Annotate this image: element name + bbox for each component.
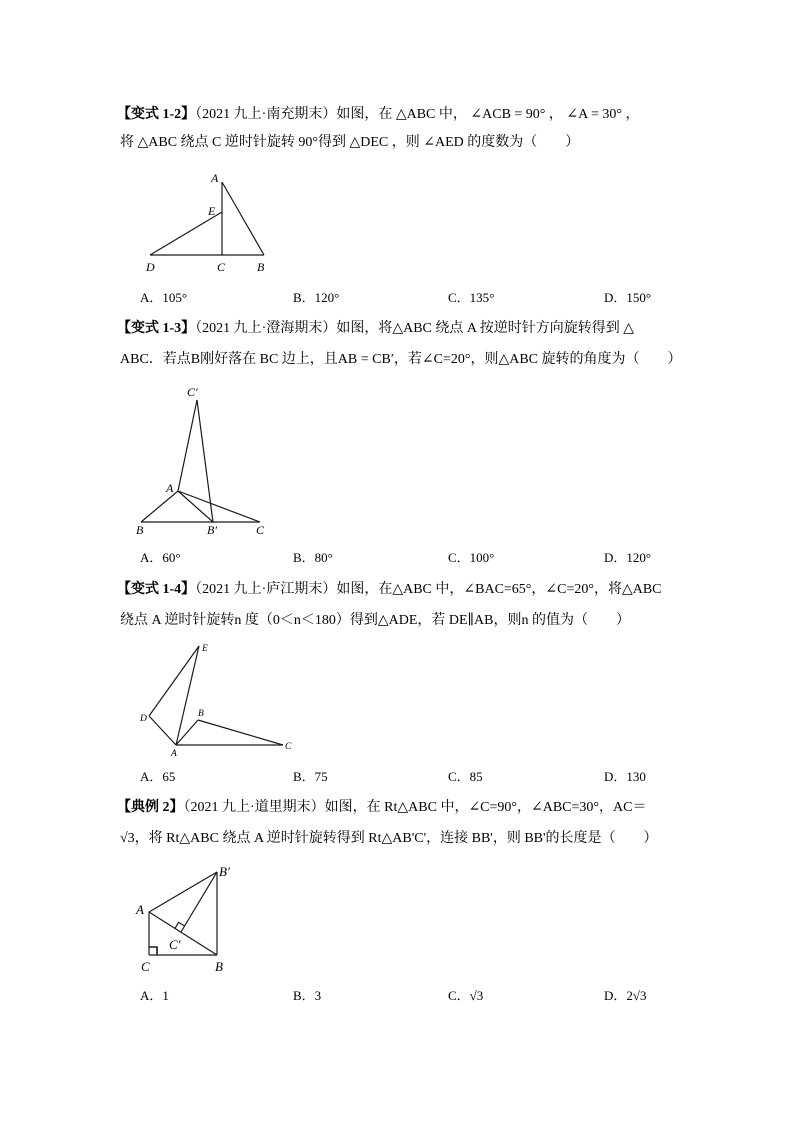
option-a: A．60° <box>140 550 181 565</box>
option-b: B．75 <box>293 769 328 784</box>
label-b: B <box>136 523 144 537</box>
problem-4-line-1 <box>117 798 646 818</box>
problem-2-text-1: （2021 九上·澄海期末）如图，将△ABC 绕点 A 按逆时针方向旋转得到 △ <box>195 321 634 336</box>
label-e: E <box>208 204 216 218</box>
problem-1-line-2: 将 △ABC 绕点 C 逆时针旋转 90°得到 △DEC ，则 ∠AED 的度数为（ ） <box>120 135 580 150</box>
problem-4-figure <box>132 860 242 975</box>
problem-4-line-2: √3，将 Rt△ABC 绕点 A 逆时针旋转得到 Rt△AB'C'，连接 BB'，则 BB'的长度是（ ） <box>120 831 658 846</box>
label-c-prime: C′ <box>169 937 181 952</box>
option-c: C．100° <box>448 550 495 565</box>
label-b: B <box>198 709 204 719</box>
option-a: A．65 <box>140 769 176 784</box>
problem-4-text-1: （2021 九上·道里期末）如图，在 Rt△ABC 中，∠C=90°，∠ABC=30°，AC＝ <box>183 800 647 815</box>
label-a: A <box>171 749 177 759</box>
label-a: A <box>136 902 144 917</box>
problem-4-options <box>0 986 794 1006</box>
option-c: C．85 <box>448 769 483 784</box>
segment-ab <box>149 912 217 955</box>
segment-de <box>150 212 222 255</box>
problem-2-tag: 【变式 1-3】 <box>117 321 196 336</box>
segment-ab <box>222 182 264 255</box>
problem-2-line-2: ABC．若点B刚好落在 BC 边上，且AB = CB′，若∠C=20°，则△ABC 旋转的角度为（ ） <box>120 352 682 367</box>
segment-bc <box>198 720 283 745</box>
problem-4-tag: 【典例 2】 <box>117 800 184 815</box>
problem-2-options <box>0 548 794 568</box>
label-b-prime: B′ <box>219 864 230 879</box>
label-a: A <box>166 481 174 495</box>
segment-ae <box>176 646 199 745</box>
label-c: C <box>217 260 226 274</box>
problem-3-text-1: （2021 九上·庐江期末）如图，在△ABC 中，∠BAC=65°，∠C=20°，将△ABC <box>195 582 662 597</box>
problem-1-tag: 【变式 1-2】 <box>117 107 196 122</box>
segment-c-prime-b-prime <box>181 872 217 932</box>
label-c-prime: C′ <box>187 385 198 399</box>
option-c: C．√3 <box>448 988 484 1003</box>
segment-de <box>149 646 199 716</box>
option-d: D．130 <box>604 769 646 784</box>
option-d: D．120° <box>604 550 652 565</box>
problem-3-line-1 <box>117 580 662 600</box>
option-c: C．135° <box>448 290 495 305</box>
label-e: E <box>202 644 208 654</box>
label-a: A <box>211 171 219 185</box>
label-d: D <box>140 714 147 724</box>
label-c: C <box>256 523 265 537</box>
segment-ac <box>178 491 260 522</box>
problem-3-options <box>0 767 794 787</box>
problem-3-figure <box>135 638 295 760</box>
segment-ab-prime <box>149 872 217 912</box>
segment-ab-prime <box>178 491 213 522</box>
problem-3-tag: 【变式 1-4】 <box>117 582 196 597</box>
option-d: D．150° <box>604 290 652 305</box>
segment-da <box>149 716 176 745</box>
problem-2-figure <box>130 380 275 540</box>
problem-1-text-1: （2021 九上·南充期末）如图，在 △ABC 中， ∠ACB = 90° ， ∠A = 30° ， <box>195 107 640 122</box>
option-b: B．120° <box>293 290 340 305</box>
option-b: B．3 <box>293 988 322 1003</box>
option-b: B．80° <box>293 550 333 565</box>
option-a: A．1 <box>140 988 169 1003</box>
right-angle-mark-c <box>149 947 157 955</box>
problem-2-line-1 <box>117 319 634 339</box>
option-a: A．105° <box>140 290 188 305</box>
problem-1-figure <box>135 165 280 277</box>
label-d: D <box>146 260 155 274</box>
problem-3-line-2: 绕点 A 逆时针旋转n 度（0＜n＜180）得到△ADE，若 DE∥AB，则n 的值为（ ） <box>120 613 630 628</box>
label-c: C <box>141 959 150 974</box>
segment-ab <box>141 491 178 522</box>
label-b-prime: B′ <box>207 523 217 537</box>
segment-ac-prime <box>178 400 197 491</box>
option-d: D．2√3 <box>604 988 647 1003</box>
problem-1-options <box>0 288 794 308</box>
label-b: B <box>257 260 265 274</box>
segment-c-prime-b-prime <box>197 400 213 522</box>
problem-1-line-1 <box>117 105 639 125</box>
label-c: C <box>285 742 292 752</box>
label-b: B <box>215 959 223 974</box>
